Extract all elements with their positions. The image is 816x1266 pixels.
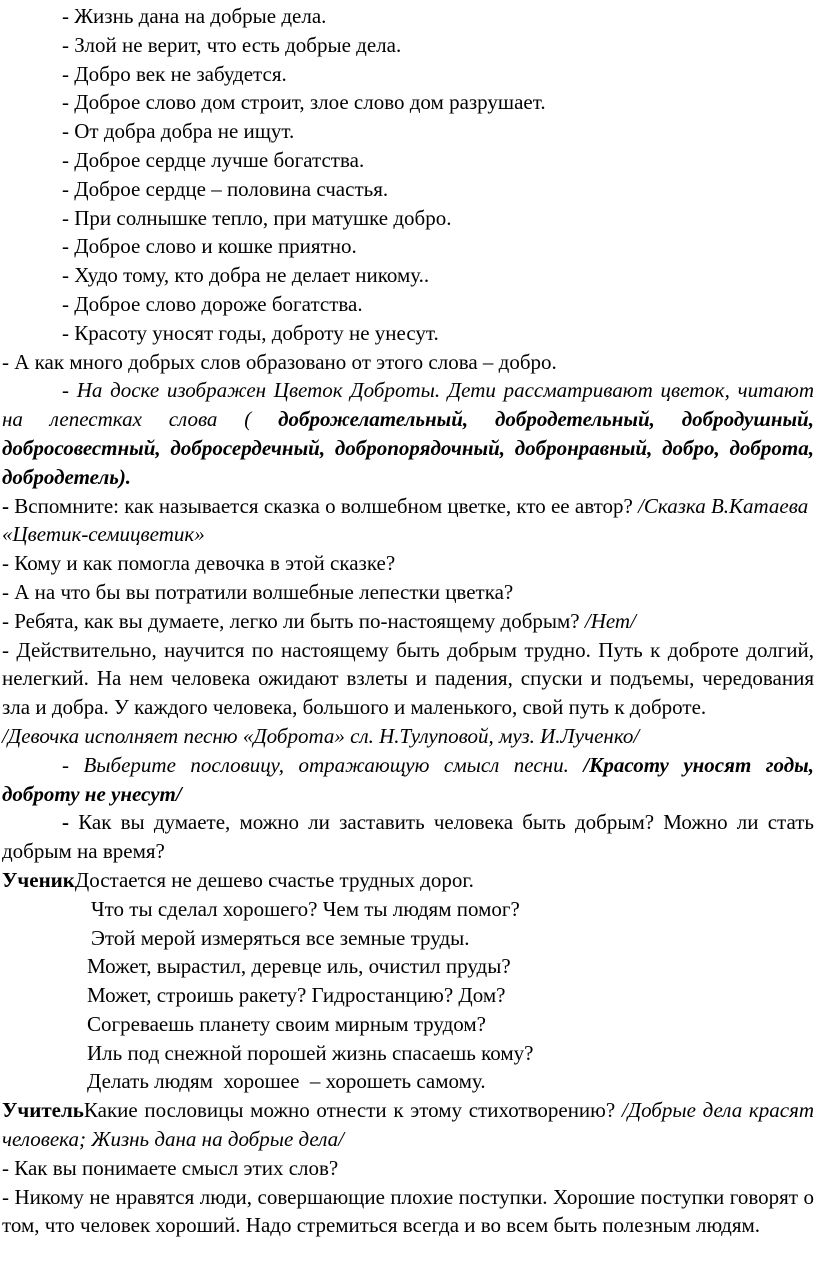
flower-paragraph <box>2 376 814 491</box>
poem-line: Этой мерой измеряться все земные труды. <box>91 925 470 950</box>
question-girl: - Кому и как помогла девочка в этой сказке? <box>2 551 396 576</box>
proverb-line: - Доброе слово дороже богатства. <box>62 291 363 316</box>
choose-proverb <box>2 751 814 809</box>
question-easy <box>2 607 814 636</box>
proverb-list <box>2 2 814 348</box>
question-meaning: - Как вы понимаете смысл этих слов? <box>2 1155 339 1180</box>
question-dash: - <box>2 493 9 518</box>
poem-line: Делать людям хорошее – хорошеть самому. <box>87 1069 486 1094</box>
proverb-line: - От добра добра не ищут. <box>62 119 295 144</box>
poem-first-line: Достается не дешево счастье трудных дорог. <box>74 867 474 892</box>
teacher-remark: - А как много добрых слов образовано от этого слова – добро. <box>2 349 557 374</box>
question-text: - Выберите пословицу, отражающую смысл песни. <box>62 752 584 777</box>
speaker-label: Ученик <box>2 867 75 892</box>
question-text: Как вы думаете, можно ли заставить человека быть добрым? Можно ли стать добрым на время? <box>2 810 814 864</box>
question-force <box>2 808 814 866</box>
speaker-label: Учитель <box>2 1098 84 1123</box>
poem-line: Согреваешь планету своим мирным трудом? <box>87 1011 486 1036</box>
flower-words: доброжелательный, добродетельный, добродушный, добросовестный, добросердечный, добропорядочный, добронравный, добро, доброта, добродетель). <box>2 407 814 489</box>
poem-line: Что ты сделал хорошего? Чем ты людям помог? <box>91 896 520 921</box>
proverb-line: - Красоту уносят годы, доброту не унесут. <box>62 320 439 345</box>
answer-text: /Нет/ <box>584 608 636 633</box>
pupil-line <box>2 866 814 895</box>
proverb-line: - Жизнь дана на добрые дела. <box>62 4 327 28</box>
proverb-line: - Доброе слово дом строит, злое слово дом разрушает. <box>62 90 546 115</box>
paragraph-end: - Никому не нравятся люди, совершающие плохие поступки. Хорошие поступки говорят о том, что человек хороший. Надо стремиться всегда и во всем быть полезным людям. <box>2 1184 814 1238</box>
proverb-line: - Доброе сердце – половина счастья. <box>62 176 389 201</box>
poem-line: Может, вырастил, деревце иль, очистил пруды? <box>87 954 511 979</box>
question-text: Вспомните: как называется сказка о волшебном цветке, кто ее автор? <box>9 493 639 518</box>
answer-text: /Красоту уносят годы, доброту не унесут/ <box>2 752 814 806</box>
song-note: /Девочка исполняет песню «Доброта» сл. Н.Тулуповой, муз. И.Лученко/ <box>2 723 640 748</box>
question-tale <box>2 492 814 550</box>
question-dash: - <box>62 810 69 835</box>
proverb-line: - Добро век не забудется. <box>62 61 287 86</box>
question-petals: - А на что бы вы потратили волшебные лепестки цветка? <box>2 579 514 604</box>
proverb-line: - Злой не верит, что есть добрые дела. <box>62 32 402 57</box>
answer-text: /Добрые дела красят человека; Жизнь дана на добрые дела/ <box>2 1098 814 1152</box>
question-text: Какие пословицы можно отнести к этому стихотворению? <box>83 1098 622 1123</box>
answer-text: /Сказка В.Катаева «Цветик-семицветик» <box>2 493 809 547</box>
paragraph-path: - Действительно, научится по настоящему быть добрым трудно. Путь к доброте долгий, нелегкий. На нем человека ожидают взлеты и падения, спуски и подъемы, чередования зла и добра. У каждого человека, большого и маленького, свой путь к доброте. <box>2 637 814 720</box>
question-text: - Ребята, как вы думаете, легко ли быть по-настоящему добрым? <box>2 608 585 633</box>
flower-lead: - На доске изображен Цветок Доброты. Дети рассматривают цветок, читают на лепестках слова ( <box>2 378 814 432</box>
proverb-line: - Худо тому, кто добра не делает никому.. <box>62 263 430 288</box>
poem-line: Может, строишь ракету? Гидростанцию? Дом? <box>87 983 506 1008</box>
proverb-line: - Доброе слово и кошке приятно. <box>62 234 357 259</box>
teacher-line <box>2 1096 814 1154</box>
proverb-line: - Доброе сердце лучше богатства. <box>62 147 365 172</box>
poem-line: Иль под снежной порошей жизнь спасаешь кому? <box>87 1040 534 1065</box>
proverb-line: - При солнышке тепло, при матушке добро. <box>62 205 452 230</box>
poem <box>2 895 814 1097</box>
